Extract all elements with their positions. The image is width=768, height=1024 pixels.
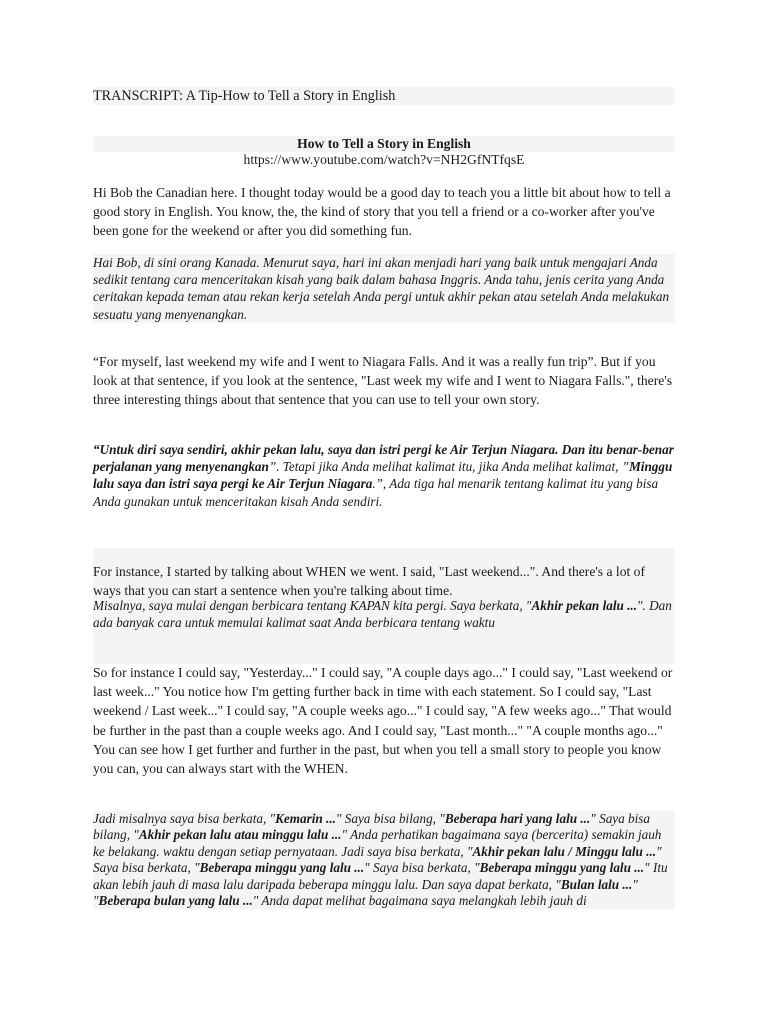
paragraph-english-2: “For myself, last weekend my wife and I went to Niagara Falls. And it was a really fun trip”. But if you look at that sentence, if you look at the sentence, "Last week my wife and I went to Niagara Falls.", there's three interesting things about that sentence that you can use to tell your own story. — [93, 354, 673, 408]
id4-text-2: " Saya bisa bilang, " — [335, 811, 445, 826]
id4-bold-4: Akhir pekan lalu / Minggu lalu ... — [472, 843, 657, 859]
id2-bold-1: “Untuk diri saya sendiri, akhir pekan lalu, saya dan istri pergi ke Air Terjun Niagara. Dan itu benar-benar perjalanan yang menyenangkan — [93, 442, 674, 475]
paragraph-indonesian-3 — [93, 598, 675, 631]
id3-text-1: Misalnya, saya mulai dengan berbicara tentang KAPAN kita pergi. Saya berkata, " — [93, 598, 532, 613]
video-url[interactable]: https://www.youtube.com/watch?v=NH2GfNTfqsE — [93, 152, 675, 168]
paragraph-english-4: So for instance I could say, "Yesterday..." I could say, "A couple days ago..." I could say, "Last weekend or last week..." You notice how I'm getting further back in time with each statement. So I could say, "Last weekend / Last week..." I could say, "A couple weeks ago..." I could say, "A few weeks ago..." That would be further in the past than a couple weeks ago. And I could say, "Last month..." "A couple months ago..." You can see how I get further and further in the past, but when you tell a small story to people you know you can, you can always start with the WHEN. — [93, 665, 673, 777]
id4-text-1: Jadi misalnya saya bisa berkata, " — [93, 811, 276, 826]
id4-bold-7: Bulan lalu ... — [560, 876, 633, 892]
id4-text-7: " Itu akan lebih jauh di masa lalu daripada beberapa minggu lalu. Dan saya dapat berkata, " — [93, 860, 668, 892]
id2-bold-2: Minggu lalu saya dan istri saya pergi ke Air Terjun Niagara — [93, 459, 673, 492]
id4-text-5: " Saya bisa berkata, " — [93, 843, 662, 876]
transcript-title: TRANSCRIPT: A Tip-How to Tell a Story in English — [93, 87, 675, 105]
id4-bold-6: Beberapa minggu yang lalu ... — [479, 860, 645, 876]
id4-text-9: " Anda dapat melihat bagaimana saya melangkah lebih jauh di — [252, 893, 587, 909]
paragraph-english-1: Hi Bob the Canadian here. I thought today would be a good day to teach you a little bit about how to tell a good story in English. You know, the, the kind of story that you tell a friend or a co-worker after you've been gone for the weekend or after you did something fun. — [93, 185, 671, 239]
id4-text-4: " Anda perhatikan bagaimana saya (bercerita) semakin jauh ke belakang. waktu dengan setiap pernyataan. Jadi saya bisa berkata, " — [93, 827, 662, 859]
paragraph-3-shade — [93, 548, 675, 664]
paragraph-indonesian-4 — [93, 811, 675, 909]
id2-text-2: .”, Ada tiga hal menarik tentang kalimat itu yang bisa Anda gunakan untuk menceritakan kisah Anda sendiri. — [93, 476, 659, 509]
id4-bold-8: Beberapa bulan yang lalu ... — [98, 893, 253, 909]
paragraph-indonesian-2 — [93, 441, 675, 510]
id3-text-2: ". Dan ada banyak cara untuk memulai kalimat saat Anda berbicara tentang waktu — [93, 598, 672, 630]
id4-bold-2: Beberapa hari yang lalu ... — [444, 811, 591, 826]
title-block — [93, 136, 675, 168]
id4-bold-5: Beberapa minggu yang lalu ... — [199, 860, 365, 876]
document-title: How to Tell a Story in English — [297, 136, 471, 151]
id3-bold-1: Akhir pekan lalu ... — [531, 598, 638, 613]
id4-text-6: " Saya bisa berkata, " — [364, 860, 480, 876]
paragraph-indonesian-1: Hai Bob, di sini orang Kanada. Menurut saya, hari ini akan menjadi hari yang baik untuk mengajari Anda sedikit tentang cara menceritakan kisah yang baik dalam bahasa Inggris. Anda tahu, jenis cerita yang Anda ceritakan kepada teman atau rekan kerja setelah Anda pergi untuk akhir pekan atau setelah Anda melakukan sesuatu yang menyenangkan. — [93, 254, 675, 323]
paragraph-english-3: For instance, I started by talking about WHEN we went. I said, "Last weekend...". And there's a lot of ways that you can start a sentence when you're talking about time. — [93, 564, 646, 598]
id4-bold-1: Kemarin ... — [275, 811, 336, 826]
id2-text-1: ”. Tetapi jika Anda melihat kalimat itu, jika Anda melihat kalimat, ” — [268, 459, 630, 475]
id4-text-3: " Saya bisa bilang, " — [93, 811, 651, 843]
id4-bold-3: Akhir pekan lalu atau minggu lalu ... — [138, 827, 342, 843]
id4-text-8: " " — [93, 876, 638, 909]
